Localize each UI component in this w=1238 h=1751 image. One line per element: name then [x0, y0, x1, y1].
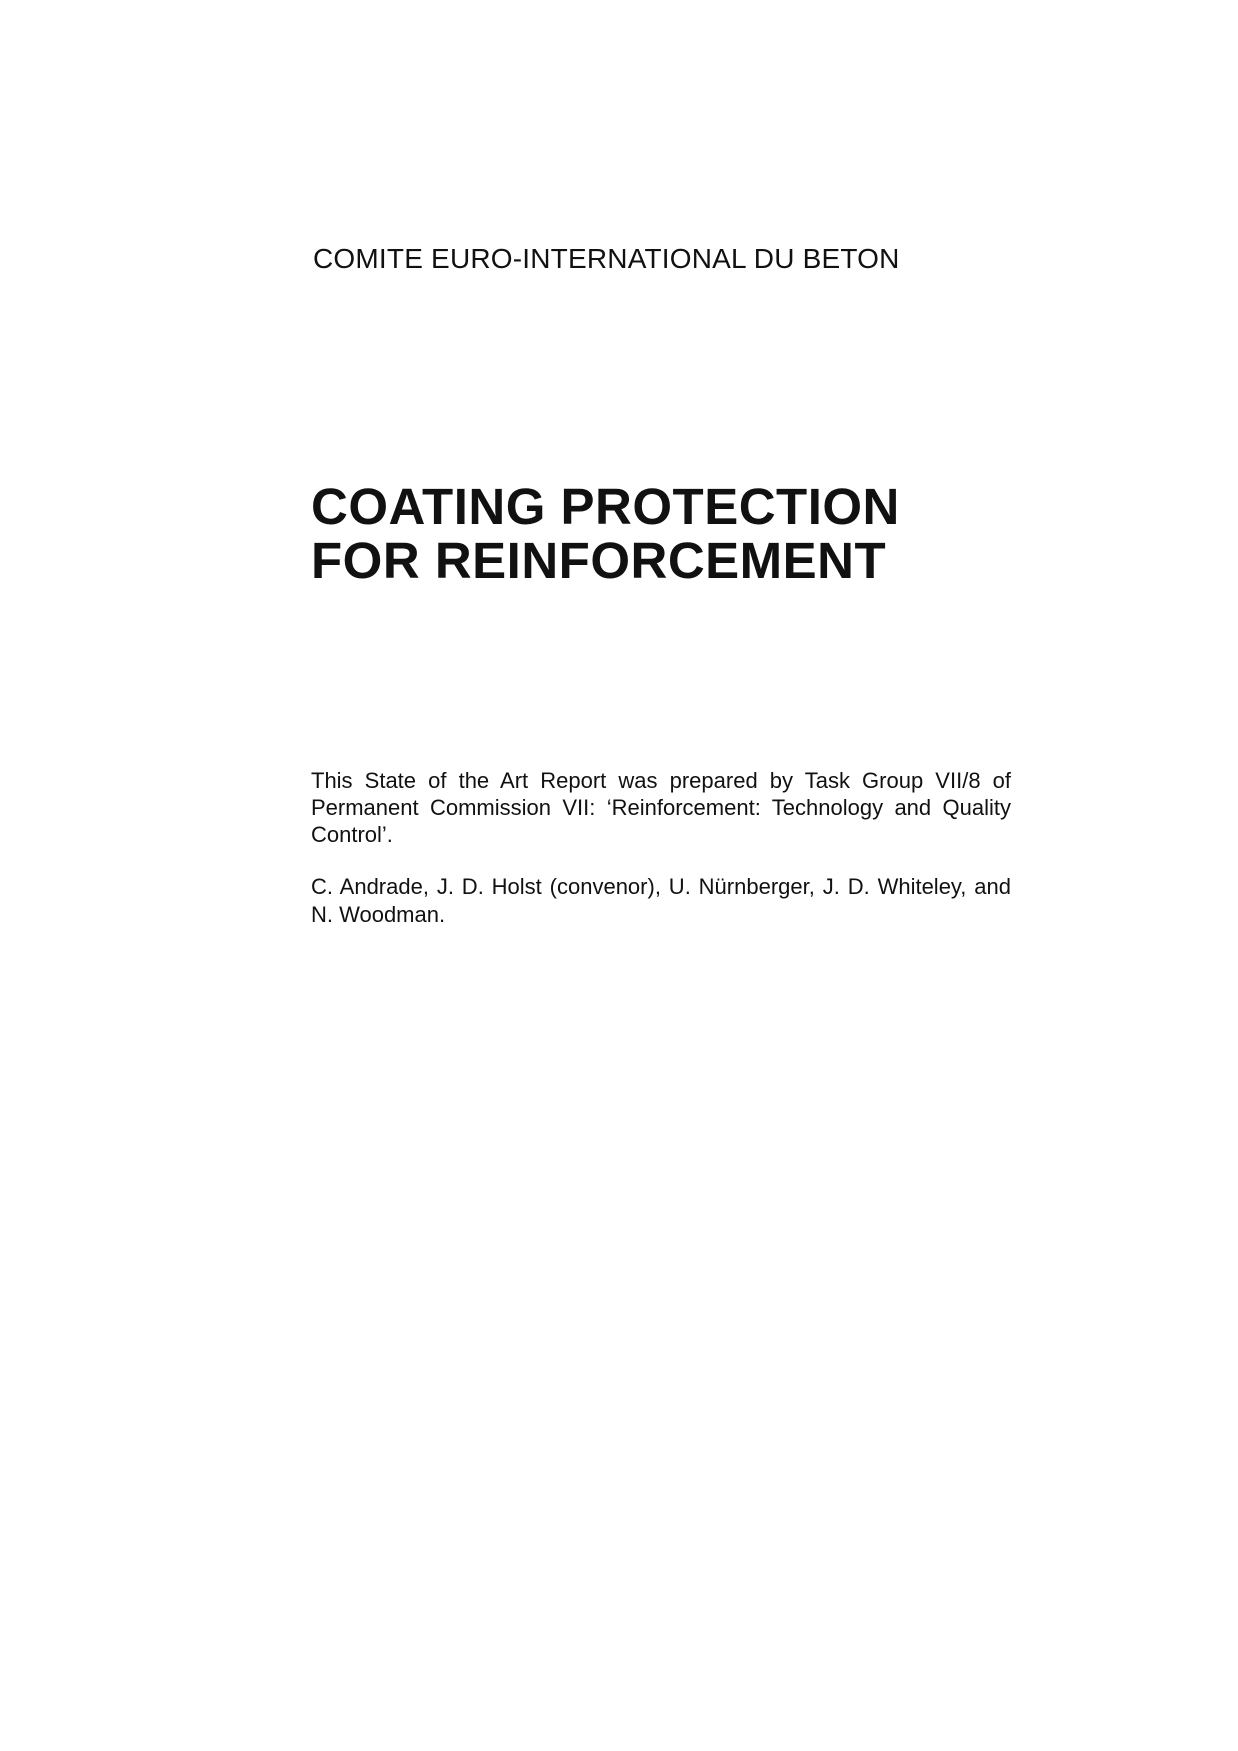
title-line-2: FOR REINFORCEMENT [311, 532, 887, 589]
author-list: C. Andrade, J. D. Holst (convenor), U. Nürnberger, J. D. Whiteley, and N. Woodman. [311, 874, 1011, 927]
organization-name: COMITE EURO-INTERNATIONAL DU BETON [313, 243, 900, 274]
document-title [311, 480, 900, 588]
report-description: This State of the Art Report was prepared by Task Group VII/8 of Permanent Commission VII: ‘Reinforcement: Technology and Quality Control’. [311, 768, 1011, 847]
title-line-1: COATING PROTECTION [311, 478, 900, 535]
